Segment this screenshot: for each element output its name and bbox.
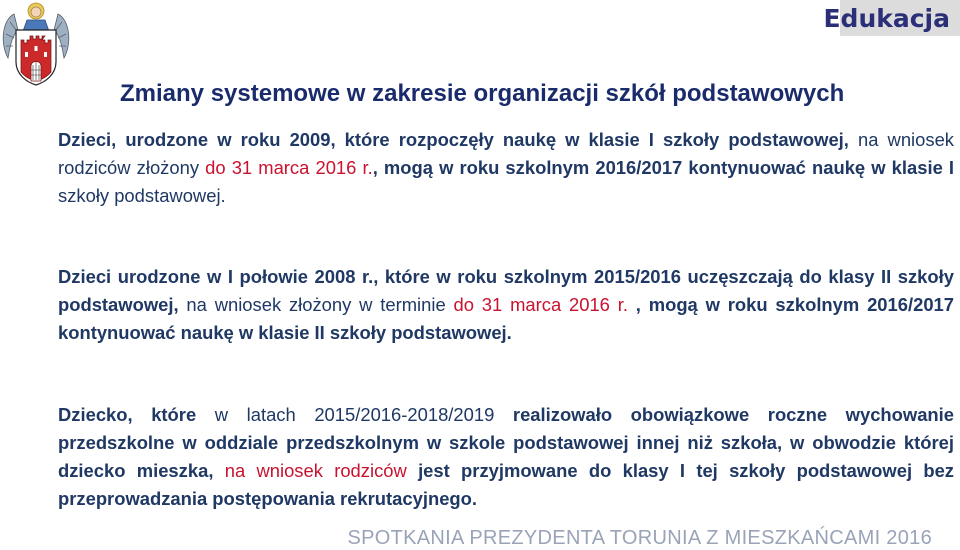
text-segment: jest przyjmowane do klasy I tej szkoły podstawowej bez przeprowadzania postępowania rekrutacyjnego. xyxy=(58,460,954,509)
slide-title: Zmiany systemowe w zakresie organizacji szkół podstawowych xyxy=(120,80,845,107)
paragraph-3 xyxy=(58,401,954,513)
torun-coat-of-arms-logo xyxy=(0,0,72,86)
deadline-highlight: do 31 marca 2016 r. xyxy=(205,157,373,178)
text-segment: , mogą w roku szkolnym 2016/2017 kontynuować naukę w klasie II szkoły podstawowej. xyxy=(58,294,955,343)
request-highlight: na wniosek rodziców xyxy=(213,460,407,481)
text-segment: na wniosek rodziców złożony xyxy=(58,129,954,178)
text-segment: na wniosek złożony w terminie xyxy=(178,294,454,315)
text-segment: w latach 2015/2016-2018/2019 xyxy=(196,404,513,425)
paragraph-2 xyxy=(58,263,954,347)
paragraph-1 xyxy=(58,126,954,210)
text-segment: realizowało obowiązkowe roczne wychowanie przedszkolne w oddziale przedszkolnym w szkole podstawowej innej niż szkoła, w obwodzie której dziecko mieszka, xyxy=(58,404,954,481)
text-segment: szkoły podstawowej. xyxy=(58,185,226,206)
text-segment: Dziecko, które xyxy=(58,404,197,425)
section-badge xyxy=(823,0,960,36)
text-segment: Dzieci, urodzone w roku 2009, które rozpoczęły naukę w klasie I szkoły podstawowej, xyxy=(58,129,849,150)
footer-caption: SPOTKANIA PREZYDENTA TORUNIA Z MIESZKAŃCAMI 2016 xyxy=(347,527,932,549)
text-segment: Dzieci urodzone w I połowie 2008 r. xyxy=(58,266,374,287)
deadline-highlight: do 31 marca 2016 r. xyxy=(453,294,628,315)
text-segment: , które w roku szkolnym 2015/2016 uczęszczają do klasy II szkoły podstawowej, xyxy=(58,266,954,315)
section-label: Edukacja xyxy=(823,3,950,33)
text-segment: , mogą w roku szkolnym 2016/2017 kontynuować naukę w klasie I xyxy=(372,157,955,178)
